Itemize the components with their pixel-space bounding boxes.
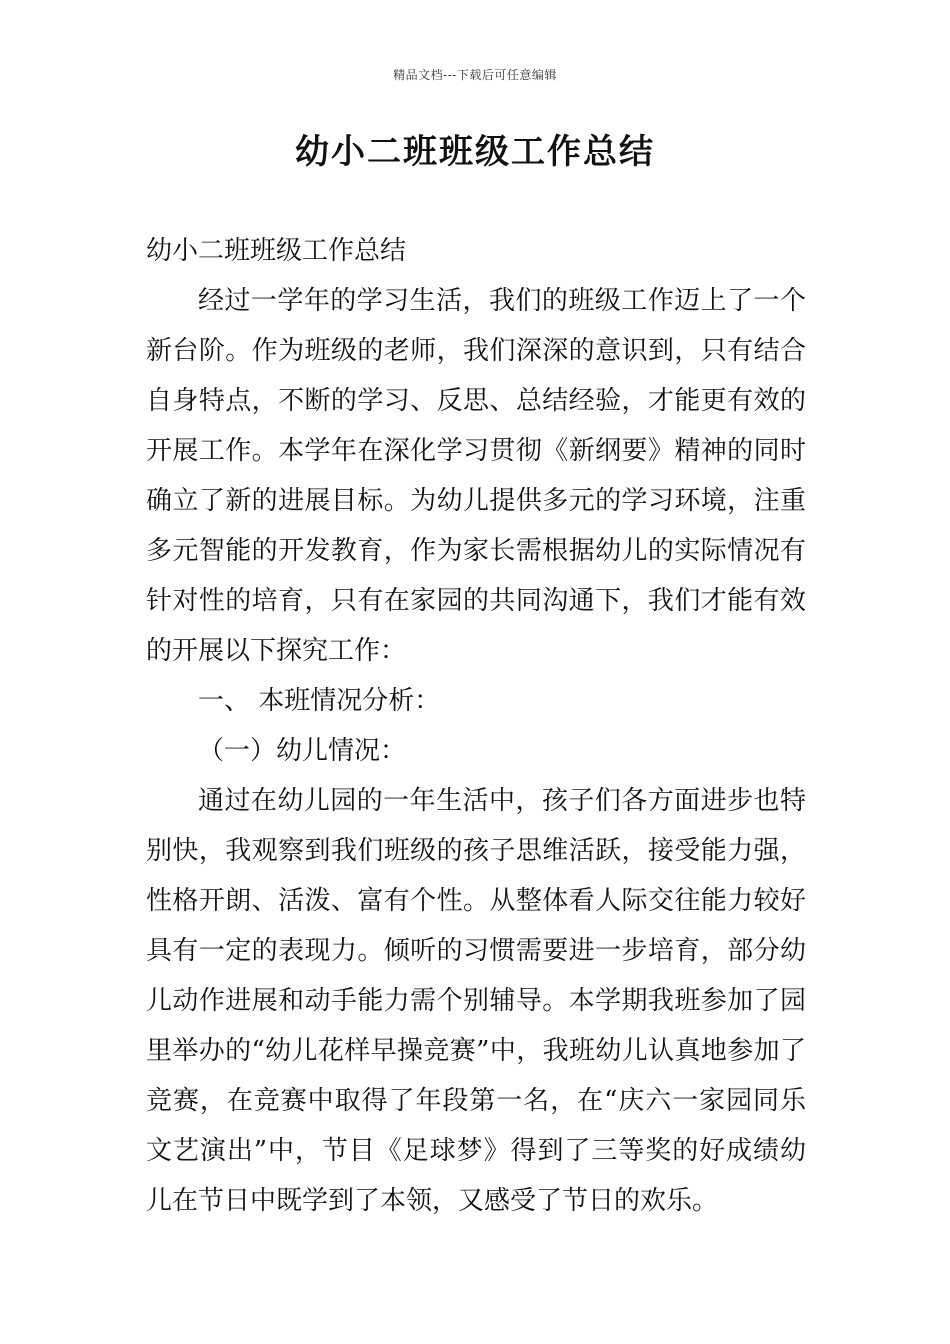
document-title: 幼小二班班级工作总结 (295, 132, 655, 172)
children-paragraph: 通过在幼儿园的一年生活中，孩子们各方面进步也特别快，我观察到我们班级的孩子思维活跃，接受能力强，性格开朗、活泼、富有个性。从整体看人际交往能力较好具有一定的表现力。倾听的习惯需要进一步培育，部分幼儿动作进展和动手能力需个别辅导。本学期我班参加了园里举办的“幼儿花样早操竞赛”中，我班幼儿认真地参加了竞赛，在竞赛中取得了年段第一名，在“庆六一家园同乐文艺演出”中，节目《足球梦》得到了三等奖的好成绩幼儿在节日中既学到了本领，又感受了节日的欢乐。 (146, 786, 806, 1216)
document-body (146, 226, 806, 1226)
subsection-heading-children: （一）幼儿情况： (198, 736, 407, 766)
section-heading-class-analysis: 一、 本班情况分析： (198, 686, 441, 716)
body-subtitle: 幼小二班班级工作总结 (146, 236, 407, 266)
page-header-note: 精品文档---下载后可任意编辑 (393, 68, 557, 82)
intro-paragraph: 经过一学年的学习生活，我们的班级工作迈上了一个新台阶。作为班级的老师，我们深深的意识到，只有结合自身特点，不断的学习、反思、总结经验，才能更有效的开展工作。本学年在深化学习贯彻《新纲要》精神的同时确立了新的进展目标。为幼儿提供多元的学习环境，注重多元智能的开发教育，作为家长需根据幼儿的实际情况有针对性的培育，只有在家园的共同沟通下，我们才能有效的开展以下探究工作： (146, 286, 806, 666)
